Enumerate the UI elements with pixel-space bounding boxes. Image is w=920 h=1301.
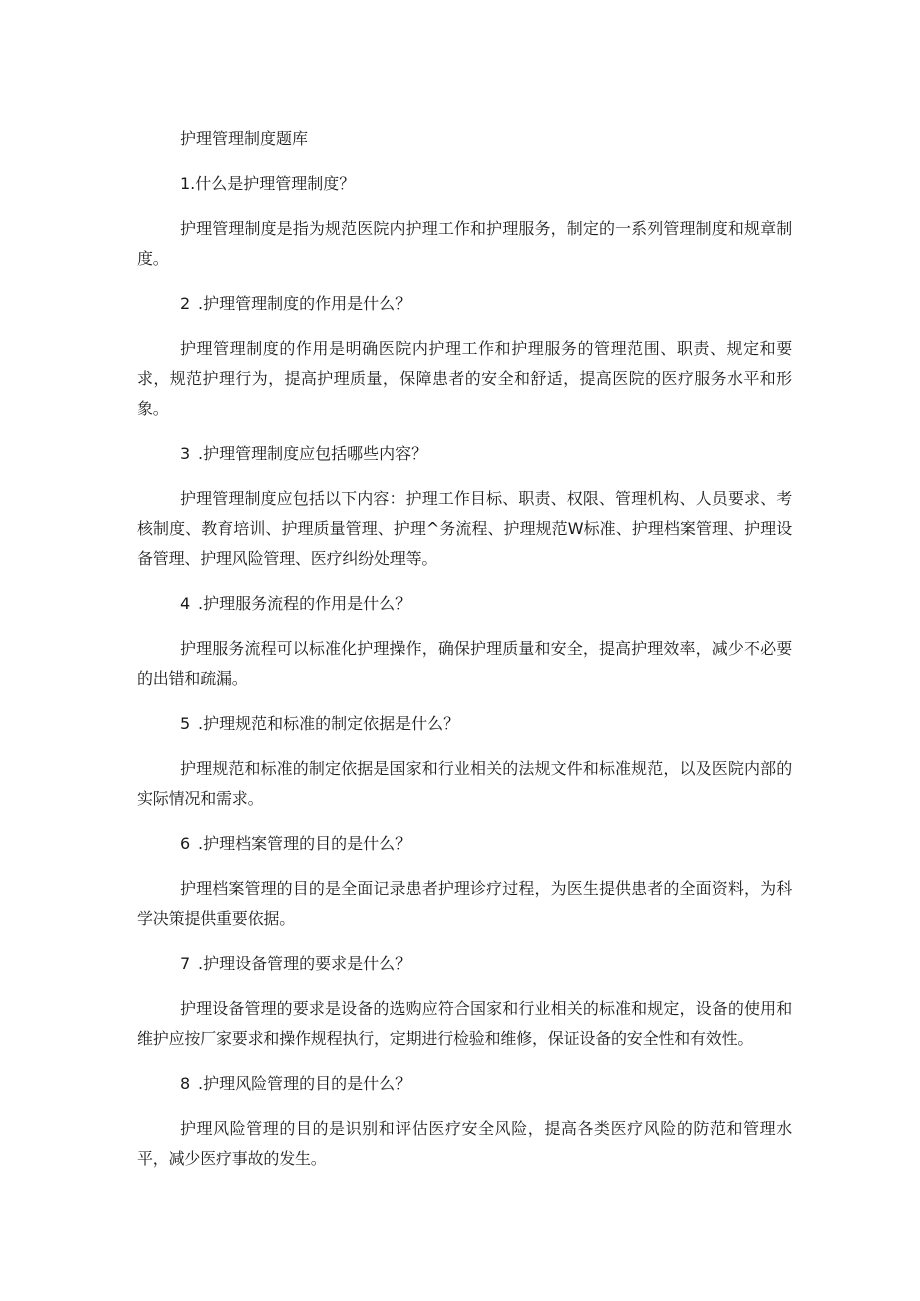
qa-item [137,589,792,694]
document-title: 护理管理制度题库 [180,129,309,148]
question-text: 7 .护理设备管理的要求是什么？ [180,954,412,973]
answer-text: 护理管理制度是指为规范医院内护理工作和护理服务，制定的一系列管理制度和规章制度。 [137,219,792,268]
question-text: 5 .护理规范和标准的制定依据是什么？ [180,714,460,733]
qa-item [137,169,792,274]
answer-text: 护理服务流程可以标准化护理操作，确保护理质量和安全，提高护理效率，减少不必要的出错和疏漏。 [137,639,792,688]
answer-text: 护理档案管理的目的是全面记录患者护理诊疗过程，为医生提供患者的全面资料，为科学决策提供重要依据。 [137,879,792,928]
answer-text: 护理管理制度的作用是明确医院内护理工作和护理服务的管理范围、职责、规定和要求，规范护理行为，提高护理质量，保障患者的安全和舒适，提高医院的医疗服务水平和形象。 [137,339,792,418]
question-text: 3 .护理管理制度应包括哪些内容？ [180,444,428,463]
question-text: 8 .护理风险管理的目的是什么？ [180,1074,412,1093]
question-text: 2 .护理管理制度的作用是什么？ [180,294,412,313]
qa-item [137,829,792,934]
qa-item [137,949,792,1054]
answer-text: 护理设备管理的要求是设备的选购应符合国家和行业相关的标准和规定，设备的使用和维护应按厂家要求和操作规程执行，定期进行检验和维修，保证设备的安全性和有效性。 [137,999,792,1048]
qa-item [137,439,792,574]
qa-item [137,709,792,814]
question-text: 6 .护理档案管理的目的是什么？ [180,834,412,853]
document-body [137,124,792,1189]
question-text: 1.什么是护理管理制度？ [180,174,356,193]
answer-text: 护理管理制度应包括以下内容：护理工作目标、职责、权限、管理机构、人员要求、考核制度、教育培训、护理质量管理、护理^务流程、护理规范W标准、护理档案管理、护理设备管理、护理风险管理、医疗纠纷处理等。 [137,489,792,568]
answer-text: 护理规范和标准的制定依据是国家和行业相关的法规文件和标准规范，以及医院内部的实际情况和需求。 [137,759,792,808]
question-text: 4 .护理服务流程的作用是什么？ [180,594,412,613]
answer-text: 护理风险管理的目的是识别和评估医疗安全风险，提高各类医疗风险的防范和管理水平，减少医疗事故的发生。 [137,1119,792,1168]
qa-item [137,289,792,424]
qa-item [137,1069,792,1174]
